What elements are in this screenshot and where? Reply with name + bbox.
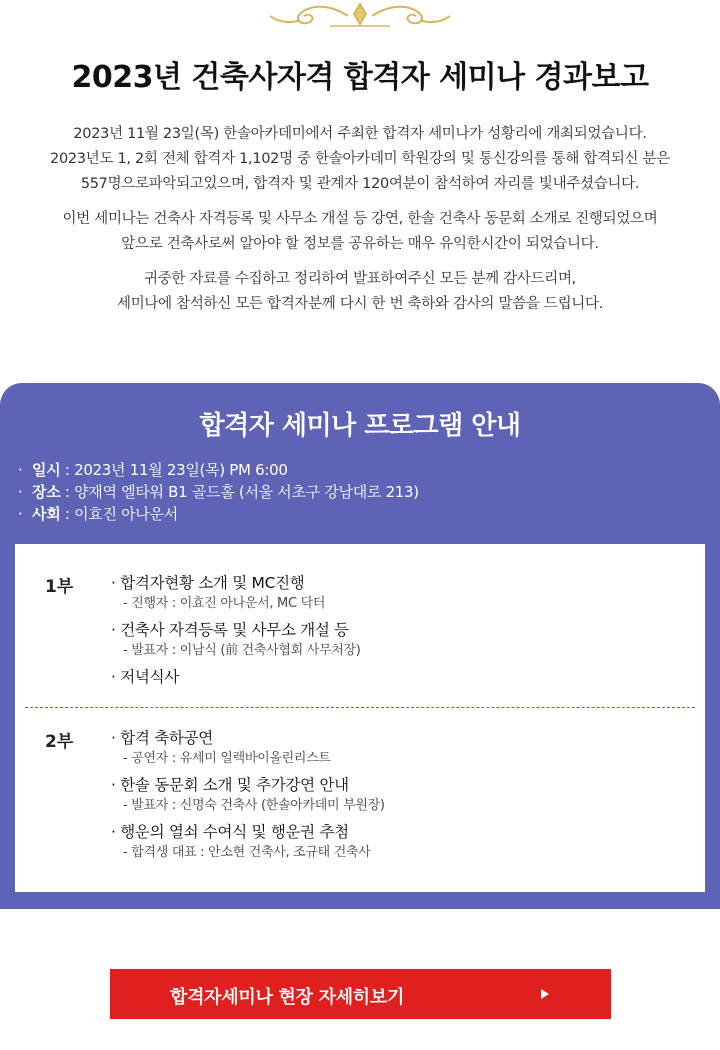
- part-label: 1부: [45, 577, 74, 597]
- intro-line: 세미나에 참석하신 모든 합격자분께 다시 한 번 축하와 감사의 말씀을 드립니다.: [116, 296, 604, 312]
- gold-ornament-icon: [250, 0, 470, 32]
- item-title: · 한솔 동문회 소개 및 추가강연 안내: [111, 776, 349, 794]
- intro-line: 귀중한 자료를 수집하고 정리하여 발표하여주신 모든 분께 감사드리며,: [144, 271, 576, 287]
- info-value: : 양재역 엘타워 B1 골드홀 (서울 서초구 강남대로 213): [60, 483, 419, 501]
- item-title: · 행운의 열쇠 수여식 및 행운권 추첨: [111, 823, 349, 841]
- program-schedule-card: [15, 544, 705, 892]
- schedule-item: [111, 774, 385, 815]
- item-sub: - 진행자 : 이효진 아나운서, MC 닥터: [123, 596, 326, 611]
- play-icon: [541, 989, 549, 999]
- item-title: · 합격자현황 소개 및 MC진행: [111, 574, 305, 592]
- schedule-item: [111, 727, 385, 768]
- intro-line: 이번 세미나는 건축사 자격등록 및 사무소 개설 등 강연, 한솔 건축사 동문회 소개로 진행되었으며: [62, 211, 658, 227]
- info-row-host: [18, 503, 419, 525]
- info-row-venue: [18, 481, 419, 503]
- program-title: 합격자 세미나 프로그램 안내: [199, 411, 521, 441]
- intro-line: 앞으로 건축사로써 알아야 할 정보를 공유하는 매우 유익한시간이 되었습니다.: [121, 236, 599, 252]
- info-label: 일시: [32, 461, 61, 479]
- seminar-details-button[interactable]: [110, 969, 611, 1019]
- part-divider: [25, 707, 695, 708]
- schedule-item: [111, 572, 361, 613]
- item-sub: - 공연자 : 유세미 일렉바이올린리스트: [123, 751, 331, 766]
- intro-line: 557명으로파악되고있으며, 합격자 및 관계자 120여분이 참석하여 자리를 빛내주셨습니다.: [80, 176, 640, 192]
- intro-line: 2023년 11월 23일(목) 한솔아카데미에서 주최한 합격자 세미나가 성황리에 개최되었습니다.: [73, 126, 647, 142]
- bullet: ·: [18, 461, 23, 479]
- program-info: [18, 459, 419, 525]
- item-title: · 합격 축하공연: [111, 729, 213, 747]
- info-label: 장소: [32, 483, 61, 501]
- item-title: · 저녁식사: [111, 668, 179, 686]
- page-title: 2023년 건축사자격 합격자 세미나 경과보고: [71, 60, 649, 95]
- item-sub: - 발표자 : 이남식 (前 건축사협회 사무처장): [123, 643, 361, 658]
- intro-paragraph-1: [0, 122, 720, 197]
- intro-line: 2023년도 1, 2회 전체 합격자 1,102명 중 한솔아카데미 학원강의 및 통신강의를 통해 합격되신 분은: [50, 151, 670, 167]
- item-title: · 건축사 자격등록 및 사무소 개설 등: [111, 621, 349, 639]
- item-sub: - 발표자 : 신명숙 건축사 (한솔아카데미 부원장): [123, 798, 385, 813]
- program-panel: [0, 383, 720, 909]
- info-label: 사회: [32, 505, 61, 523]
- intro-text: [0, 122, 720, 327]
- part-items: [111, 727, 385, 868]
- schedule-item: [111, 666, 361, 688]
- info-value: : 이효진 아나운서: [60, 505, 178, 523]
- info-value: : 2023년 11월 23일(목) PM 6:00: [60, 461, 288, 479]
- item-sub: - 합격생 대표 : 안소현 건축사, 조규태 건축사: [123, 845, 371, 860]
- schedule-item: [111, 619, 361, 660]
- intro-paragraph-2: [0, 207, 720, 257]
- intro-paragraph-3: [0, 267, 720, 317]
- schedule-item: [111, 821, 385, 862]
- bullet: ·: [18, 483, 23, 501]
- part-label: 2부: [45, 732, 74, 752]
- info-row-date: [18, 459, 419, 481]
- part-items: [111, 572, 361, 694]
- bullet: ·: [18, 505, 23, 523]
- cta-label: 합격자세미나 현장 자세히보기: [170, 987, 405, 1008]
